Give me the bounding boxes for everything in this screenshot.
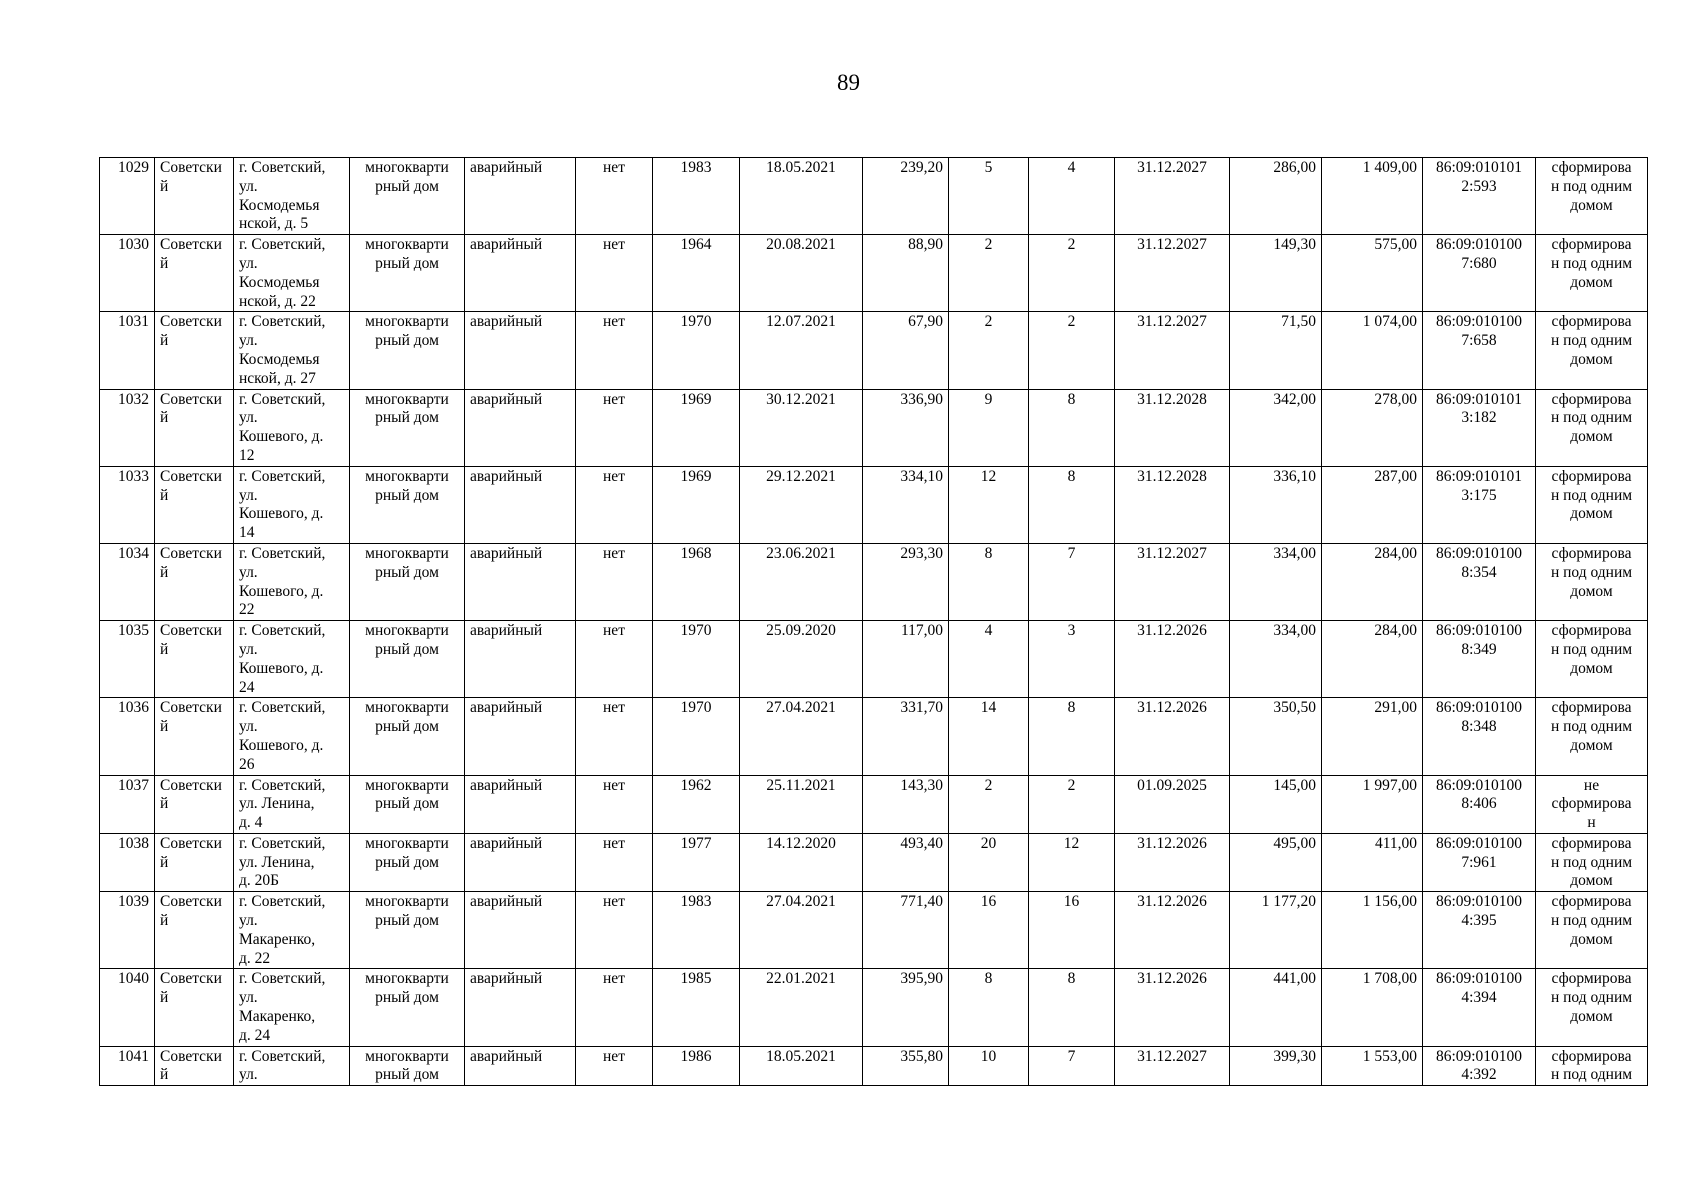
cell-cadastral-number: 86:09:010100 8:354 [1423,543,1536,620]
cell-recognition-date: 14.12.2020 [740,833,863,891]
cell-record-number: 1041 [100,1046,155,1086]
cell-condition: аварийный [465,466,576,543]
cell-municipality: Советски й [155,158,234,235]
cell-build-year: 1970 [653,698,740,775]
cell-municipality: Советски й [155,543,234,620]
cell-build-year: 1969 [653,466,740,543]
cell-status-flag: нет [576,312,653,389]
cell-relocation-date: 01.09.2025 [1115,775,1230,833]
cell-cadastral-value: 284,00 [1322,543,1423,620]
cell-cadastral-number: 86:09:010101 2:593 [1423,158,1536,235]
cell-condition: аварийный [465,775,576,833]
cell-building-type: многокварти рный дом [350,158,465,235]
cell-land-plot-status: сформирова н под одним домом [1536,543,1648,620]
cell-record-number: 1032 [100,389,155,466]
cell-land-plot-status: сформирова н под одним домом [1536,466,1648,543]
cell-building-type: многокварти рный дом [350,969,465,1046]
cell-total-area: 334,10 [863,466,949,543]
table-row [100,969,1648,1046]
cell-total-area: 239,20 [863,158,949,235]
table-body [100,158,1648,1086]
cell-apartments-count: 12 [1029,833,1115,891]
cell-condition: аварийный [465,833,576,891]
cell-recognition-date: 18.05.2021 [740,1046,863,1086]
cell-municipality: Советски й [155,621,234,698]
cell-municipality: Советски й [155,969,234,1046]
cell-total-area: 88,90 [863,235,949,312]
cell-relocation-date: 31.12.2026 [1115,833,1230,891]
cell-condition: аварийный [465,698,576,775]
cell-status-flag: нет [576,833,653,891]
cell-living-area: 71,50 [1230,312,1322,389]
cell-relocation-date: 31.12.2027 [1115,543,1230,620]
cell-land-plot-status: сформирова н под одним домом [1536,698,1648,775]
cell-build-year: 1964 [653,235,740,312]
cell-build-year: 1986 [653,1046,740,1086]
cell-build-year: 1968 [653,543,740,620]
cell-municipality: Советски й [155,466,234,543]
cell-cadastral-value: 1 553,00 [1322,1046,1423,1086]
cell-condition: аварийный [465,969,576,1046]
cell-record-number: 1036 [100,698,155,775]
cell-land-plot-status: сформирова н под одним домом [1536,621,1648,698]
cell-municipality: Советски й [155,235,234,312]
cell-land-plot-status: сформирова н под одним домом [1536,158,1648,235]
cell-living-area: 350,50 [1230,698,1322,775]
cell-apartments-count: 16 [1029,892,1115,969]
cell-record-number: 1038 [100,833,155,891]
cell-building-type: многокварти рный дом [350,698,465,775]
cell-cadastral-number: 86:09:010100 7:658 [1423,312,1536,389]
cell-living-area: 495,00 [1230,833,1322,891]
cell-municipality: Советски й [155,1046,234,1086]
cell-apartments-count: 8 [1029,969,1115,1046]
cell-living-area: 441,00 [1230,969,1322,1046]
cell-relocation-date: 31.12.2027 [1115,235,1230,312]
cell-cadastral-number: 86:09:010100 4:392 [1423,1046,1536,1086]
page-number: 89 [837,70,860,95]
cell-address: г. Советский, ул. Космодемья нской, д. 5 [234,158,350,235]
cell-recognition-date: 22.01.2021 [740,969,863,1046]
cell-status-flag: нет [576,543,653,620]
cell-land-plot-status: сформирова н под одним домом [1536,969,1648,1046]
cell-municipality: Советски й [155,312,234,389]
cell-build-year: 1985 [653,969,740,1046]
cell-address: г. Советский, ул. Космодемья нской, д. 22 [234,235,350,312]
cell-residents-count: 4 [949,621,1029,698]
cell-total-area: 143,30 [863,775,949,833]
cell-record-number: 1037 [100,775,155,833]
table-row [100,698,1648,775]
cell-cadastral-value: 411,00 [1322,833,1423,891]
cell-municipality: Советски й [155,698,234,775]
cell-cadastral-number: 86:09:010101 3:182 [1423,389,1536,466]
cell-recognition-date: 20.08.2021 [740,235,863,312]
cell-recognition-date: 30.12.2021 [740,389,863,466]
cell-residents-count: 8 [949,543,1029,620]
cell-cadastral-value: 1 409,00 [1322,158,1423,235]
cell-municipality: Советски й [155,775,234,833]
cell-relocation-date: 31.12.2027 [1115,158,1230,235]
cell-cadastral-value: 291,00 [1322,698,1423,775]
cell-apartments-count: 2 [1029,235,1115,312]
cell-recognition-date: 12.07.2021 [740,312,863,389]
cell-status-flag: нет [576,775,653,833]
cell-land-plot-status: сформирова н под одним домом [1536,312,1648,389]
cell-address: г. Советский, ул. Ленина, д. 4 [234,775,350,833]
cell-living-area: 1 177,20 [1230,892,1322,969]
cell-building-type: многокварти рный дом [350,892,465,969]
cell-apartments-count: 3 [1029,621,1115,698]
cell-condition: аварийный [465,158,576,235]
table-row [100,621,1648,698]
cell-land-plot-status: не сформирова н [1536,775,1648,833]
cell-residents-count: 8 [949,969,1029,1046]
cell-recognition-date: 18.05.2021 [740,158,863,235]
cell-record-number: 1033 [100,466,155,543]
cell-recognition-date: 25.11.2021 [740,775,863,833]
cell-cadastral-value: 1 156,00 [1322,892,1423,969]
cell-recognition-date: 23.06.2021 [740,543,863,620]
cell-living-area: 334,00 [1230,543,1322,620]
cell-residents-count: 5 [949,158,1029,235]
cell-residents-count: 12 [949,466,1029,543]
table-row [100,543,1648,620]
cell-recognition-date: 27.04.2021 [740,698,863,775]
cell-status-flag: нет [576,698,653,775]
cell-address: г. Советский, ул. Ленина, д. 20Б [234,833,350,891]
cell-condition: аварийный [465,389,576,466]
cell-residents-count: 20 [949,833,1029,891]
cell-address: г. Советский, ул. [234,1046,350,1086]
cell-land-plot-status: сформирова н под одним [1536,1046,1648,1086]
cell-building-type: многокварти рный дом [350,833,465,891]
cell-relocation-date: 31.12.2027 [1115,1046,1230,1086]
cell-municipality: Советски й [155,833,234,891]
cell-address: г. Советский, ул. Макаренко, д. 24 [234,969,350,1046]
cell-address: г. Советский, ул. Кошевого, д. 26 [234,698,350,775]
cell-living-area: 336,10 [1230,466,1322,543]
table-row [100,892,1648,969]
cell-record-number: 1031 [100,312,155,389]
cell-cadastral-value: 284,00 [1322,621,1423,698]
cell-status-flag: нет [576,389,653,466]
cell-cadastral-number: 86:09:010100 4:395 [1423,892,1536,969]
cell-condition: аварийный [465,1046,576,1086]
cell-land-plot-status: сформирова н под одним домом [1536,833,1648,891]
cell-build-year: 1977 [653,833,740,891]
cell-relocation-date: 31.12.2026 [1115,698,1230,775]
cell-municipality: Советски й [155,892,234,969]
cell-living-area: 342,00 [1230,389,1322,466]
table-row [100,833,1648,891]
cell-cadastral-number: 86:09:010100 7:961 [1423,833,1536,891]
cell-total-area: 67,90 [863,312,949,389]
cell-apartments-count: 7 [1029,1046,1115,1086]
cell-record-number: 1034 [100,543,155,620]
cell-build-year: 1970 [653,312,740,389]
cell-apartments-count: 2 [1029,775,1115,833]
cell-address: г. Советский, ул. Кошевого, д. 22 [234,543,350,620]
cell-total-area: 336,90 [863,389,949,466]
cell-recognition-date: 27.04.2021 [740,892,863,969]
cell-total-area: 293,30 [863,543,949,620]
cell-record-number: 1030 [100,235,155,312]
cell-cadastral-number: 86:09:010100 7:680 [1423,235,1536,312]
cell-build-year: 1970 [653,621,740,698]
cell-building-type: многокварти рный дом [350,621,465,698]
cell-residents-count: 10 [949,1046,1029,1086]
cell-municipality: Советски й [155,389,234,466]
cell-status-flag: нет [576,158,653,235]
cell-apartments-count: 8 [1029,389,1115,466]
cell-living-area: 334,00 [1230,621,1322,698]
cell-address: г. Советский, ул. Космодемья нской, д. 27 [234,312,350,389]
cell-build-year: 1983 [653,158,740,235]
table-row [100,312,1648,389]
cell-status-flag: нет [576,969,653,1046]
cell-cadastral-value: 575,00 [1322,235,1423,312]
table-row [100,775,1648,833]
cell-status-flag: нет [576,235,653,312]
cell-address: г. Советский, ул. Кошевого, д. 12 [234,389,350,466]
cell-apartments-count: 8 [1029,466,1115,543]
cell-total-area: 355,80 [863,1046,949,1086]
cell-cadastral-number: 86:09:010100 8:348 [1423,698,1536,775]
cell-cadastral-value: 278,00 [1322,389,1423,466]
cell-condition: аварийный [465,892,576,969]
cell-total-area: 771,40 [863,892,949,969]
cell-apartments-count: 4 [1029,158,1115,235]
cell-recognition-date: 29.12.2021 [740,466,863,543]
cell-apartments-count: 8 [1029,698,1115,775]
cell-relocation-date: 31.12.2028 [1115,389,1230,466]
cell-condition: аварийный [465,312,576,389]
cell-relocation-date: 31.12.2027 [1115,312,1230,389]
cell-living-area: 399,30 [1230,1046,1322,1086]
cell-cadastral-value: 1 708,00 [1322,969,1423,1046]
cell-cadastral-number: 86:09:010101 3:175 [1423,466,1536,543]
cell-status-flag: нет [576,466,653,543]
cell-building-type: многокварти рный дом [350,389,465,466]
cell-relocation-date: 31.12.2026 [1115,892,1230,969]
cell-relocation-date: 31.12.2026 [1115,621,1230,698]
cell-cadastral-value: 1 074,00 [1322,312,1423,389]
cell-living-area: 145,00 [1230,775,1322,833]
cell-cadastral-number: 86:09:010100 8:349 [1423,621,1536,698]
cell-cadastral-number: 86:09:010100 8:406 [1423,775,1536,833]
cell-residents-count: 2 [949,775,1029,833]
cell-recognition-date: 25.09.2020 [740,621,863,698]
cell-building-type: многокварти рный дом [350,775,465,833]
cell-living-area: 149,30 [1230,235,1322,312]
cell-land-plot-status: сформирова н под одним домом [1536,235,1648,312]
cell-build-year: 1962 [653,775,740,833]
table-row [100,1046,1648,1086]
table-row [100,466,1648,543]
cell-record-number: 1029 [100,158,155,235]
cell-residents-count: 2 [949,235,1029,312]
cell-relocation-date: 31.12.2026 [1115,969,1230,1046]
table-row [100,235,1648,312]
cell-address: г. Советский, ул. Кошевого, д. 14 [234,466,350,543]
cell-condition: аварийный [465,235,576,312]
cell-building-type: многокварти рный дом [350,312,465,389]
cell-total-area: 331,70 [863,698,949,775]
cell-residents-count: 14 [949,698,1029,775]
cell-build-year: 1969 [653,389,740,466]
cell-cadastral-value: 1 997,00 [1322,775,1423,833]
cell-condition: аварийный [465,621,576,698]
cell-build-year: 1983 [653,892,740,969]
cell-total-area: 493,40 [863,833,949,891]
cell-living-area: 286,00 [1230,158,1322,235]
cell-building-type: многокварти рный дом [350,235,465,312]
housing-registry-table [99,157,1648,1086]
cell-land-plot-status: сформирова н под одним домом [1536,892,1648,969]
cell-status-flag: нет [576,892,653,969]
cell-land-plot-status: сформирова н под одним домом [1536,389,1648,466]
cell-apartments-count: 7 [1029,543,1115,620]
cell-address: г. Советский, ул. Кошевого, д. 24 [234,621,350,698]
cell-address: г. Советский, ул. Макаренко, д. 22 [234,892,350,969]
cell-residents-count: 16 [949,892,1029,969]
cell-status-flag: нет [576,621,653,698]
cell-residents-count: 2 [949,312,1029,389]
cell-building-type: многокварти рный дом [350,466,465,543]
table-row [100,158,1648,235]
cell-relocation-date: 31.12.2028 [1115,466,1230,543]
cell-building-type: многокварти рный дом [350,543,465,620]
cell-building-type: многокварти рный дом [350,1046,465,1086]
cell-apartments-count: 2 [1029,312,1115,389]
cell-residents-count: 9 [949,389,1029,466]
cell-total-area: 395,90 [863,969,949,1046]
cell-cadastral-value: 287,00 [1322,466,1423,543]
cell-condition: аварийный [465,543,576,620]
cell-record-number: 1039 [100,892,155,969]
cell-cadastral-number: 86:09:010100 4:394 [1423,969,1536,1046]
cell-record-number: 1035 [100,621,155,698]
table-row [100,389,1648,466]
cell-status-flag: нет [576,1046,653,1086]
cell-total-area: 117,00 [863,621,949,698]
cell-record-number: 1040 [100,969,155,1046]
